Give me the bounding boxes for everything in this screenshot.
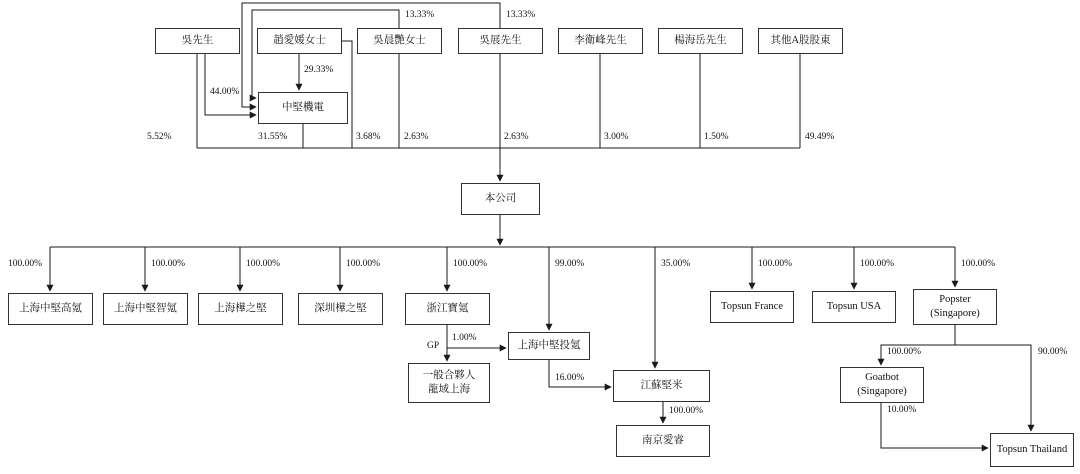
node-topsun-usa bbox=[812, 291, 896, 323]
node-label: Goatbot bbox=[865, 372, 899, 384]
percentage-label: 2.63% bbox=[404, 132, 429, 142]
percentage-label: 100.00% bbox=[8, 259, 43, 269]
node-label: Topsun Thailand bbox=[996, 444, 1068, 456]
percentage-label: 5.52% bbox=[147, 132, 172, 142]
percentage-label: 13.33% bbox=[405, 10, 435, 20]
percentage-label: 3.00% bbox=[604, 132, 629, 142]
percentage-label: 100.00% bbox=[151, 259, 186, 269]
percentage-label: 100.00% bbox=[758, 259, 793, 269]
node-sh-huazhijian bbox=[198, 293, 283, 325]
node-ms-wu-chenyan bbox=[357, 28, 442, 54]
edge-line bbox=[252, 10, 399, 98]
percentage-label: 1.50% bbox=[704, 132, 729, 142]
node-label: 吳晨艷女士 bbox=[373, 35, 426, 47]
percentage-label: 2.63% bbox=[504, 132, 529, 142]
percentage-label: 99.00% bbox=[555, 259, 585, 269]
node-sz-huazhijian bbox=[298, 293, 383, 325]
node-label: (Singapore) bbox=[930, 308, 980, 319]
node-label: 吳展先生 bbox=[479, 35, 522, 47]
node-goatbot-sg bbox=[840, 367, 924, 403]
node-general-partner bbox=[408, 363, 490, 403]
node-label: 楊海岳先生 bbox=[674, 35, 727, 47]
node-mr-wu bbox=[155, 28, 240, 54]
node-popster-sg bbox=[913, 289, 997, 325]
node-js-jianmi bbox=[613, 370, 710, 402]
percentage-label: GP bbox=[427, 341, 440, 351]
edge-line bbox=[205, 54, 256, 115]
node-label: 南京愛睿 bbox=[642, 435, 684, 447]
node-label: 上海中堅投氪 bbox=[517, 340, 581, 352]
node-label: 浙江寶氪 bbox=[426, 303, 469, 315]
node-sh-zj-touke bbox=[508, 332, 590, 360]
node-nj-airui bbox=[616, 425, 710, 457]
node-zj-baoke bbox=[405, 293, 490, 325]
node-label: 深圳樺之堅 bbox=[314, 303, 367, 315]
node-sh-zj-gaoke bbox=[8, 293, 93, 325]
percentage-label: 100.00% bbox=[246, 259, 281, 269]
node-label: 江蘇堅米 bbox=[640, 380, 683, 392]
node-mr-yang-haiyue bbox=[658, 28, 743, 54]
edge-line bbox=[955, 345, 1031, 431]
node-label: 龍域上海 bbox=[428, 384, 470, 395]
node-mr-li-weifeng bbox=[558, 28, 643, 54]
node-topsun-thailand bbox=[990, 433, 1074, 467]
node-topsun-france bbox=[710, 291, 794, 323]
percentage-label: 100.00% bbox=[453, 259, 488, 269]
node-label: (Singapore) bbox=[857, 386, 907, 397]
edge-line bbox=[881, 325, 955, 365]
node-the-company bbox=[461, 183, 540, 215]
node-sh-zj-zhike bbox=[103, 293, 188, 325]
percentage-label: 44.00% bbox=[210, 87, 240, 97]
percentage-label: 100.00% bbox=[346, 259, 381, 269]
node-ms-zhao-aiyuan bbox=[257, 28, 342, 54]
percentage-label: 10.00% bbox=[887, 405, 917, 415]
percentage-label: 13.33% bbox=[506, 10, 536, 20]
percentage-label: 1.00% bbox=[452, 333, 477, 343]
percentage-label: 31.55% bbox=[258, 132, 288, 142]
node-label: 一般合夥人 bbox=[422, 370, 476, 382]
percentage-label: 16.00% bbox=[555, 373, 585, 383]
node-label: 趙愛媛女士 bbox=[273, 35, 326, 47]
node-label: 本公司 bbox=[484, 193, 517, 205]
percentage-label: 90.00% bbox=[1038, 347, 1068, 357]
node-other-a-holders bbox=[758, 28, 843, 54]
node-label: 李衛峰先生 bbox=[574, 35, 627, 47]
node-label: 吳先生 bbox=[181, 35, 214, 47]
node-label: Popster bbox=[939, 294, 971, 306]
percentage-label: 29.33% bbox=[304, 65, 334, 75]
node-label: 上海樺之堅 bbox=[214, 303, 267, 315]
percentage-label: 100.00% bbox=[860, 259, 895, 269]
percentage-label: 100.00% bbox=[669, 406, 704, 416]
node-label: 上海中堅智氪 bbox=[114, 303, 177, 315]
node-mr-wu-zhan bbox=[458, 28, 543, 54]
percentage-label: 100.00% bbox=[961, 259, 996, 269]
node-label: 中堅機電 bbox=[282, 102, 324, 114]
percentage-label: 3.68% bbox=[356, 132, 381, 142]
node-label: Topsun France bbox=[721, 301, 783, 313]
node-label: 其他A股股東 bbox=[770, 35, 831, 47]
node-label: 上海中堅高氪 bbox=[19, 303, 82, 315]
node-label: Topsun USA bbox=[826, 301, 882, 313]
node-zhongjian-jidian bbox=[258, 92, 348, 124]
percentage-label: 35.00% bbox=[661, 259, 691, 269]
percentage-label: 49.49% bbox=[805, 132, 835, 142]
percentage-label: 100.00% bbox=[887, 347, 922, 357]
